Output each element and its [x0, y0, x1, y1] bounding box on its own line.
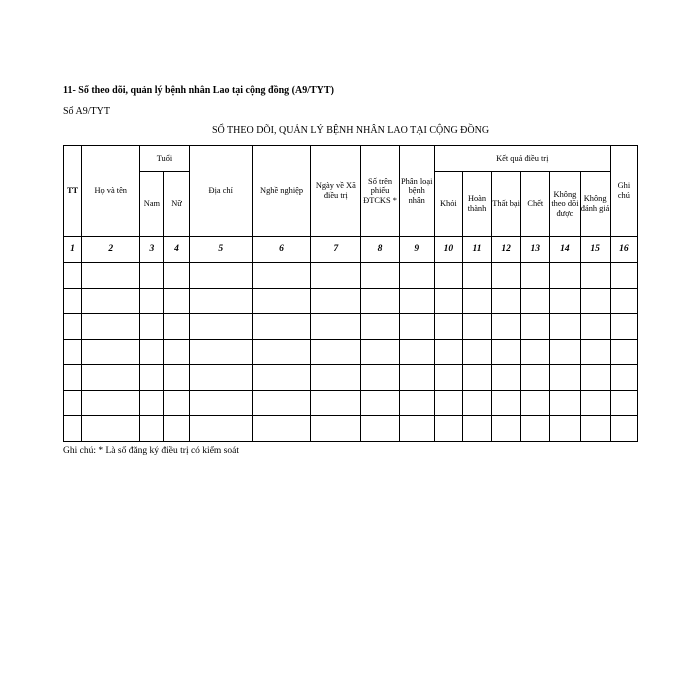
column-number: 13 [521, 237, 550, 263]
table-cell [311, 314, 361, 340]
table-row [64, 339, 638, 365]
table-cell [64, 314, 82, 340]
table-cell [252, 288, 310, 314]
table-cell [521, 390, 550, 416]
column-number-row [64, 237, 638, 263]
table-cell [361, 365, 399, 391]
table-cell [521, 288, 550, 314]
table-cell [399, 416, 434, 442]
column-number: 3 [140, 237, 164, 263]
header-tuoi: Tuổi [140, 146, 189, 172]
column-number: 10 [434, 237, 462, 263]
table-cell [399, 339, 434, 365]
table-cell [550, 263, 580, 289]
table-cell [164, 339, 189, 365]
column-number: 8 [361, 237, 399, 263]
table-cell [82, 416, 140, 442]
table-cell [82, 390, 140, 416]
table-cell [311, 390, 361, 416]
footnote: Ghi chú: * Là số đăng ký điều trị có kiểm soát [63, 446, 239, 456]
table-cell [462, 339, 491, 365]
table-cell [492, 288, 521, 314]
table-cell [492, 314, 521, 340]
table-cell [434, 339, 462, 365]
table-cell [164, 288, 189, 314]
table-cell [361, 288, 399, 314]
column-number: 16 [610, 237, 637, 263]
table-cell [521, 314, 550, 340]
table-cell [82, 365, 140, 391]
table-cell [361, 263, 399, 289]
table-cell [140, 288, 164, 314]
table-cell [462, 365, 491, 391]
table-cell [189, 288, 252, 314]
table-cell [82, 288, 140, 314]
table-cell [610, 288, 637, 314]
table-cell [550, 314, 580, 340]
table-cell [399, 263, 434, 289]
table-cell [521, 365, 550, 391]
column-number: 4 [164, 237, 189, 263]
table-cell [550, 416, 580, 442]
table-cell [64, 288, 82, 314]
header-nghe-nghiep: Nghề nghiệp [252, 146, 310, 237]
table-cell [580, 263, 610, 289]
table-cell [164, 365, 189, 391]
table-body [64, 237, 638, 442]
table-cell [462, 263, 491, 289]
table-cell [399, 365, 434, 391]
table-cell [252, 365, 310, 391]
column-number: 2 [82, 237, 140, 263]
table-cell [361, 390, 399, 416]
table-cell [399, 314, 434, 340]
header-so-phieu: Số trên phiếu ĐTCKS * [361, 146, 399, 237]
header-hoan-thanh: Hoàn thành [462, 172, 491, 237]
table-cell [140, 263, 164, 289]
header-khoi: Khỏi [434, 172, 462, 237]
column-number: 7 [311, 237, 361, 263]
table-cell [580, 365, 610, 391]
table-cell [462, 390, 491, 416]
table-cell [610, 365, 637, 391]
header-khong-danh-gia: Không đánh giá [580, 172, 610, 237]
column-number: 14 [550, 237, 580, 263]
table-cell [462, 314, 491, 340]
table-cell [434, 390, 462, 416]
table-cell [64, 339, 82, 365]
table-cell [252, 390, 310, 416]
column-number: 15 [580, 237, 610, 263]
table-cell [164, 416, 189, 442]
table-cell [492, 365, 521, 391]
header-that-bai: Thất bại [492, 172, 521, 237]
column-number: 5 [189, 237, 252, 263]
register-code: Sổ A9/TYT [63, 106, 110, 117]
column-number: 11 [462, 237, 491, 263]
table-cell [140, 314, 164, 340]
table-cell [189, 365, 252, 391]
table-cell [399, 390, 434, 416]
header-nu: Nữ [164, 172, 189, 237]
table-cell [610, 416, 637, 442]
table-cell [550, 288, 580, 314]
column-number: 6 [252, 237, 310, 263]
table-cell [434, 365, 462, 391]
table-cell [610, 390, 637, 416]
table-cell [361, 339, 399, 365]
header-dia-chi: Địa chỉ [189, 146, 252, 237]
table-cell [140, 339, 164, 365]
header-khong-theo-doi: Không theo dõi được [550, 172, 580, 237]
table-title: SỔ THEO DÕI, QUẢN LÝ BỆNH NHÂN LAO TẠI CỘNG ĐỒNG [211, 125, 490, 136]
table-cell [580, 390, 610, 416]
table-cell [164, 314, 189, 340]
table-row [64, 314, 638, 340]
table-cell [189, 314, 252, 340]
table-cell [164, 263, 189, 289]
table-cell [140, 390, 164, 416]
column-number: 12 [492, 237, 521, 263]
table-cell [189, 416, 252, 442]
header-tt: TT [64, 146, 82, 237]
table-cell [580, 314, 610, 340]
table-cell [311, 416, 361, 442]
table-cell [252, 314, 310, 340]
table-cell [64, 390, 82, 416]
table-cell [434, 416, 462, 442]
table-cell [434, 288, 462, 314]
table-cell [82, 339, 140, 365]
table-cell [140, 416, 164, 442]
table-row [64, 416, 638, 442]
table-cell [140, 365, 164, 391]
table-cell [462, 416, 491, 442]
table-cell [189, 339, 252, 365]
table-cell [521, 339, 550, 365]
table-cell [64, 365, 82, 391]
table-cell [252, 339, 310, 365]
table-cell [82, 314, 140, 340]
table-cell [64, 263, 82, 289]
table-row [64, 390, 638, 416]
document-heading: 11- Sổ theo dõi, quản lý bệnh nhân Lao tại cộng đồng (A9/TYT) [63, 85, 334, 96]
tb-register-table [63, 145, 638, 442]
table-cell [311, 365, 361, 391]
table-cell [580, 288, 610, 314]
table-cell [462, 288, 491, 314]
header-ho-ten: Họ và tên [82, 146, 140, 237]
header-nam: Nam [140, 172, 164, 237]
table-cell [252, 263, 310, 289]
table-cell [580, 339, 610, 365]
table-row [64, 288, 638, 314]
table-cell [492, 263, 521, 289]
column-number: 1 [64, 237, 82, 263]
table-cell [361, 314, 399, 340]
table-cell [189, 263, 252, 289]
table-cell [64, 416, 82, 442]
table-cell [311, 288, 361, 314]
table-cell [399, 288, 434, 314]
table-cell [610, 263, 637, 289]
header-ket-qua: Kết quả điều trị [434, 146, 610, 172]
table-cell [521, 416, 550, 442]
table-cell [580, 416, 610, 442]
table-row [64, 263, 638, 289]
header-ghi-chu: Ghi chú [610, 146, 637, 237]
table-cell [164, 390, 189, 416]
table-cell [434, 314, 462, 340]
table-cell [361, 416, 399, 442]
table-cell [521, 263, 550, 289]
table-cell [82, 263, 140, 289]
table-cell [252, 416, 310, 442]
table-cell [434, 263, 462, 289]
table-cell [550, 339, 580, 365]
table-cell [492, 416, 521, 442]
table-cell [492, 390, 521, 416]
table-cell [550, 365, 580, 391]
header-phan-loai: Phân loại bệnh nhân [399, 146, 434, 237]
table-cell [492, 339, 521, 365]
table-cell [550, 390, 580, 416]
table-row [64, 365, 638, 391]
table-cell [311, 263, 361, 289]
header-chet: Chết [521, 172, 550, 237]
table-cell [189, 390, 252, 416]
column-number: 9 [399, 237, 434, 263]
table-cell [311, 339, 361, 365]
header-ngay-ve: Ngày về Xã điều trị [311, 146, 361, 237]
table-cell [610, 339, 637, 365]
table-cell [610, 314, 637, 340]
